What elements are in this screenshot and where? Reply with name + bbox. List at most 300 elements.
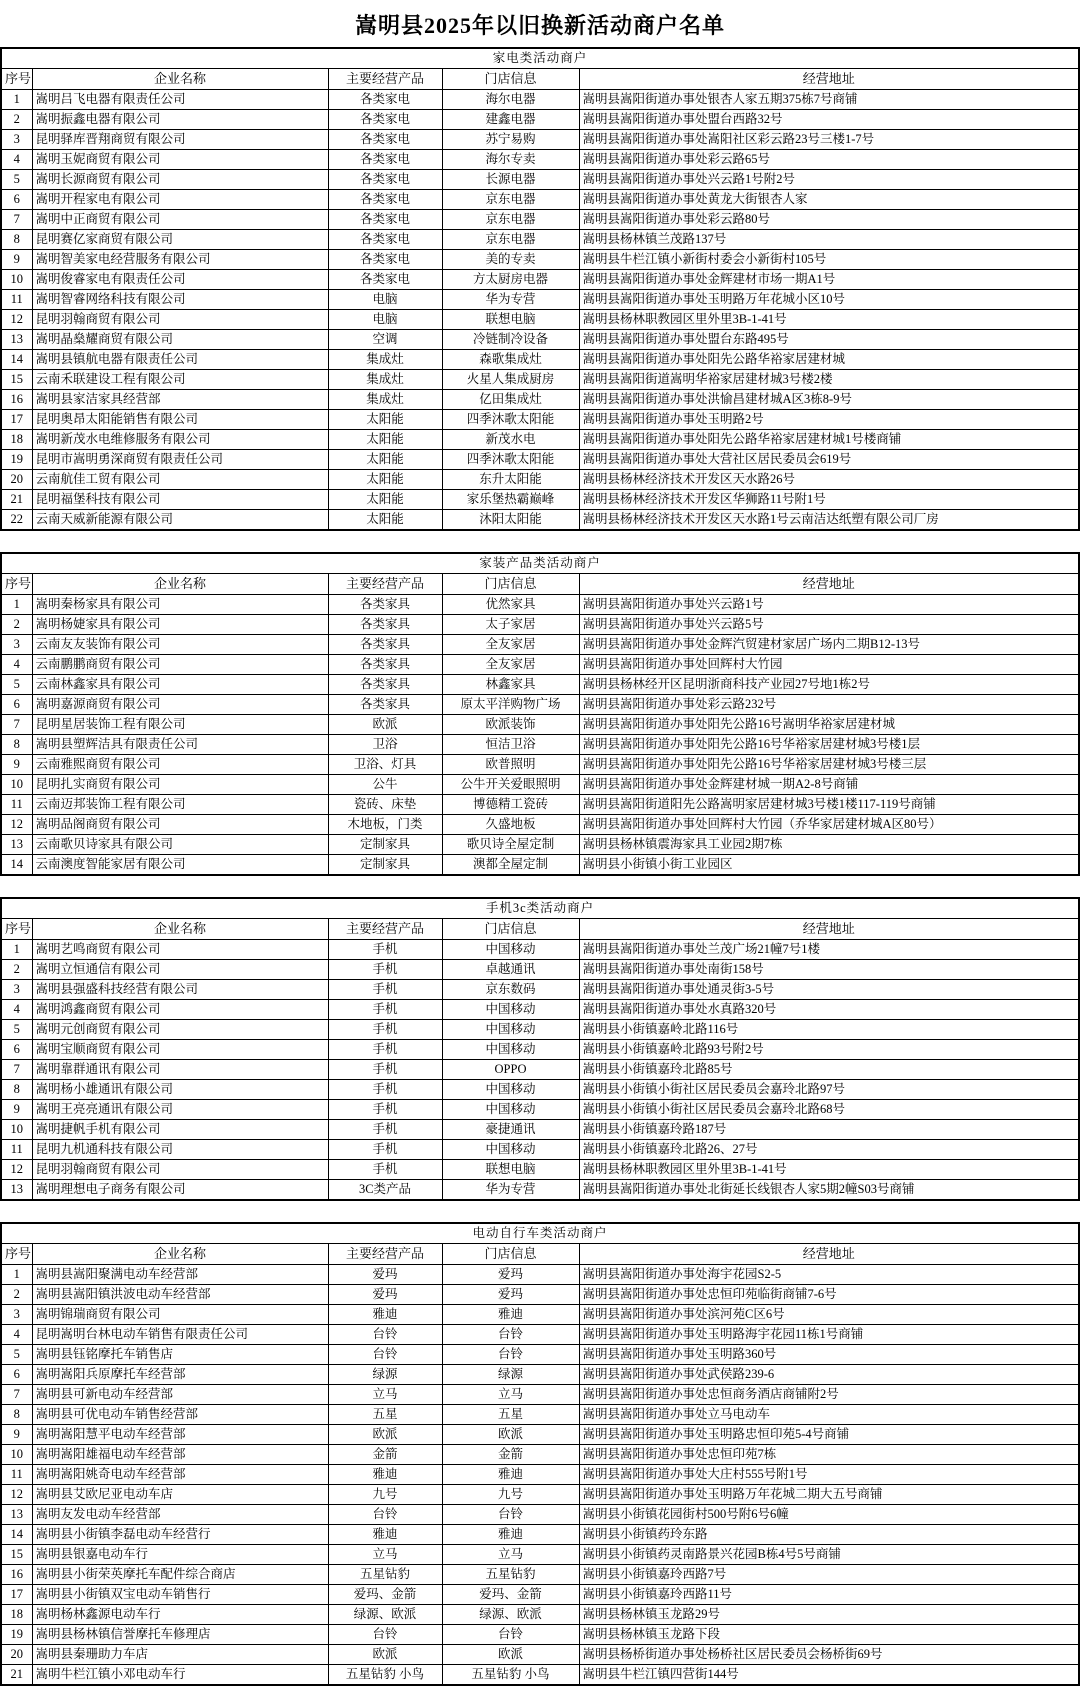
cell-index: 7	[1, 715, 32, 735]
cell-address: 嵩明县嵩阳街道办事处回辉村大竹园（乔华家居建材城A区80号）	[579, 815, 1079, 835]
cell-index: 18	[1, 430, 32, 450]
cell-company-name: 嵩明县镇航电器有限责任公司	[32, 350, 328, 370]
table-row	[1, 190, 1079, 210]
cell-store-info: 联想电脑	[442, 310, 579, 330]
cell-address: 嵩明县嵩阳街道办事处银杏人家五期375栋7号商铺	[579, 90, 1079, 110]
cell-company-name: 嵩明杨林鑫源电动车行	[32, 1605, 328, 1625]
cell-store-info: 卓越通讯	[442, 960, 579, 980]
section-title: 手机3c类活动商户	[1, 898, 1079, 919]
cell-company-name: 云南迈邦装饰工程有限公司	[32, 795, 328, 815]
cell-index: 20	[1, 470, 32, 490]
cell-company-name: 嵩明靠群通讯有限公司	[32, 1060, 328, 1080]
cell-main-products: 欧派	[328, 1425, 442, 1445]
cell-index: 11	[1, 1140, 32, 1160]
cell-main-products: 台铃	[328, 1505, 442, 1525]
cell-address: 嵩明县嵩阳街道办事处玉明路忠恒印苑5-4号商铺	[579, 1425, 1079, 1445]
cell-store-info: 台铃	[442, 1325, 579, 1345]
table-row	[1, 1140, 1079, 1160]
cell-index: 13	[1, 835, 32, 855]
cell-main-products: 太阳能	[328, 470, 442, 490]
table-row	[1, 1385, 1079, 1405]
cell-index: 5	[1, 1345, 32, 1365]
cell-main-products: 爱玛	[328, 1265, 442, 1285]
cell-company-name: 嵩明牛栏江镇小邓电动车行	[32, 1665, 328, 1686]
cell-store-info: 雅迪	[442, 1305, 579, 1325]
cell-address: 嵩明县小街镇小街工业园区	[579, 855, 1079, 876]
cell-company-name: 昆明赛亿家商贸有限公司	[32, 230, 328, 250]
section-title: 家电类活动商户	[1, 48, 1079, 69]
cell-index: 1	[1, 595, 32, 615]
cell-main-products: 九号	[328, 1485, 442, 1505]
cell-store-info: 台铃	[442, 1625, 579, 1645]
cell-company-name: 昆明星居装饰工程有限公司	[32, 715, 328, 735]
cell-index: 9	[1, 1100, 32, 1120]
cell-store-info: 全友家居	[442, 635, 579, 655]
cell-store-info: 欧派装饰	[442, 715, 579, 735]
cell-main-products: 太阳能	[328, 490, 442, 510]
cell-index: 10	[1, 1445, 32, 1465]
cell-store-info: 全友家居	[442, 655, 579, 675]
table-row	[1, 1180, 1079, 1201]
cell-company-name: 昆明市嵩明勇深商贸有限责任公司	[32, 450, 328, 470]
cell-store-info: 金箭	[442, 1445, 579, 1465]
merchant-table-section-3	[0, 897, 1080, 1201]
cell-company-name: 昆明羽翰商贸有限公司	[32, 310, 328, 330]
cell-store-info: 京东电器	[442, 230, 579, 250]
cell-main-products: 各类家具	[328, 595, 442, 615]
cell-company-name: 嵩明县强盛科技经营有限公司	[32, 980, 328, 1000]
section-title: 电动自行车类活动商户	[1, 1223, 1079, 1244]
cell-company-name: 嵩明玉妮商贸有限公司	[32, 150, 328, 170]
cell-store-info: 方太厨房电器	[442, 270, 579, 290]
cell-company-name: 嵩明王亮亮通讯有限公司	[32, 1100, 328, 1120]
cell-store-info: 中国移动	[442, 1140, 579, 1160]
cell-main-products: 集成灶	[328, 350, 442, 370]
cell-index: 1	[1, 1265, 32, 1285]
cell-main-products: 雅迪	[328, 1305, 442, 1325]
cell-store-info: 林鑫家具	[442, 675, 579, 695]
cell-index: 4	[1, 655, 32, 675]
cell-main-products: 定制家具	[328, 835, 442, 855]
table-row	[1, 1485, 1079, 1505]
cell-address: 嵩明县嵩阳街道办事处兰茂广场21幢7号1楼	[579, 940, 1079, 960]
cell-company-name: 昆明九机通科技有限公司	[32, 1140, 328, 1160]
cell-address: 嵩明县嵩阳街道办事处玉明路2号	[579, 410, 1079, 430]
cell-company-name: 嵩明鸿鑫商贸有限公司	[32, 1000, 328, 1020]
cell-main-products: 手机	[328, 960, 442, 980]
cell-address: 嵩明县嵩阳街道办事处盟台西路32号	[579, 110, 1079, 130]
cell-main-products: 空调	[328, 330, 442, 350]
cell-main-products: 手机	[328, 940, 442, 960]
cell-store-info: 海尔专卖	[442, 150, 579, 170]
cell-main-products: 瓷砖、床垫	[328, 795, 442, 815]
cell-index: 12	[1, 310, 32, 330]
cell-store-info: 中国移动	[442, 940, 579, 960]
cell-company-name: 云南雅熙商贸有限公司	[32, 755, 328, 775]
cell-store-info: 久盛地板	[442, 815, 579, 835]
cell-address: 嵩明县嵩阳街道办事处盟台东路495号	[579, 330, 1079, 350]
column-header: 序号	[1, 574, 32, 595]
cell-address: 嵩明县嵩阳街道办事处阳先公路华裕家居建材城	[579, 350, 1079, 370]
cell-store-info: 绿源	[442, 1365, 579, 1385]
cell-store-info: 雅迪	[442, 1465, 579, 1485]
cell-address: 嵩明县杨林经济技术开发区华狮路11号附1号	[579, 490, 1079, 510]
cell-store-info: 火星人集成厨房	[442, 370, 579, 390]
cell-main-products: 各类家电	[328, 150, 442, 170]
table-row	[1, 595, 1079, 615]
cell-address: 嵩明县杨林职教园区里外里3B-1-41号	[579, 310, 1079, 330]
cell-address: 嵩明县嵩阳街道办事处立马电动车	[579, 1405, 1079, 1425]
cell-address: 嵩明县嵩阳街道办事处彩云路232号	[579, 695, 1079, 715]
cell-company-name: 嵩明嘉源商贸有限公司	[32, 695, 328, 715]
table-row	[1, 1505, 1079, 1525]
cell-index: 9	[1, 755, 32, 775]
cell-company-name: 昆明福堡科技有限公司	[32, 490, 328, 510]
cell-company-name: 嵩明友发电动车经营部	[32, 1505, 328, 1525]
cell-index: 10	[1, 270, 32, 290]
cell-index: 3	[1, 635, 32, 655]
table-row	[1, 1000, 1079, 1020]
cell-index: 10	[1, 1120, 32, 1140]
cell-company-name: 嵩明锦瑞商贸有限公司	[32, 1305, 328, 1325]
cell-store-info: 冷链制冷设备	[442, 330, 579, 350]
cell-store-info: 欧普照明	[442, 755, 579, 775]
cell-store-info: 欧派	[442, 1425, 579, 1445]
cell-company-name: 嵩明捷帆手机有限公司	[32, 1120, 328, 1140]
cell-store-info: 豪捷通讯	[442, 1120, 579, 1140]
cell-company-name: 嵩明杨婕家具有限公司	[32, 615, 328, 635]
cell-main-products: 手机	[328, 1080, 442, 1100]
cell-index: 13	[1, 1180, 32, 1201]
table-row	[1, 450, 1079, 470]
cell-main-products: 定制家具	[328, 855, 442, 876]
cell-address: 嵩明县嵩阳街道办事处大庄村555号附1号	[579, 1465, 1079, 1485]
cell-company-name: 嵩明杨小雄通讯有限公司	[32, 1080, 328, 1100]
cell-company-name: 嵩明立恒通信有限公司	[32, 960, 328, 980]
cell-main-products: 卫浴	[328, 735, 442, 755]
cell-company-name: 嵩明晶燊耀商贸有限公司	[32, 330, 328, 350]
cell-store-info: 台铃	[442, 1345, 579, 1365]
cell-company-name: 嵩明县家洁家具经营部	[32, 390, 328, 410]
section-title-row	[1, 1223, 1079, 1244]
cell-store-info: 长源电器	[442, 170, 579, 190]
cell-address: 嵩明县杨桥街道办事处杨桥社区居民委员会杨桥街69号	[579, 1645, 1079, 1665]
cell-address: 嵩明县嵩阳街道办事处彩云路65号	[579, 150, 1079, 170]
cell-main-products: 手机	[328, 1040, 442, 1060]
cell-address: 嵩明县嵩阳街道阳先公路嵩明家居建材城3号楼1楼117-119号商铺	[579, 795, 1079, 815]
cell-address: 嵩明县小街镇药玲东路	[579, 1525, 1079, 1545]
cell-address: 嵩明县嵩阳街道办事处阳先公路华裕家居建材城1号楼商铺	[579, 430, 1079, 450]
cell-company-name: 云南鹏鹏商贸有限公司	[32, 655, 328, 675]
cell-company-name: 嵩明县可优电动车销售经营部	[32, 1405, 328, 1425]
cell-address: 嵩明县嵩阳街道办事处兴云路1号	[579, 595, 1079, 615]
cell-main-products: 手机	[328, 1140, 442, 1160]
cell-store-info: 爱玛	[442, 1285, 579, 1305]
cell-index: 17	[1, 1585, 32, 1605]
cell-store-info: 四季沐歌太阳能	[442, 450, 579, 470]
column-header: 门店信息	[442, 1244, 579, 1265]
table-row	[1, 130, 1079, 150]
cell-company-name: 嵩明嵩阳兵原摩托车经营部	[32, 1365, 328, 1385]
cell-address: 嵩明县嵩阳街道办事处阳先公路16号华裕家居建材城3号楼三层	[579, 755, 1079, 775]
column-header-row	[1, 574, 1079, 595]
cell-store-info: 博德精工瓷砖	[442, 795, 579, 815]
cell-index: 6	[1, 1040, 32, 1060]
cell-company-name: 嵩明县塑辉洁具有限责任公司	[32, 735, 328, 755]
cell-address: 嵩明县嵩阳街道办事处水真路320号	[579, 1000, 1079, 1020]
cell-address: 嵩明县小街镇嘉玲西路7号	[579, 1565, 1079, 1585]
cell-company-name: 嵩明宝顺商贸有限公司	[32, 1040, 328, 1060]
cell-store-info: 森歌集成灶	[442, 350, 579, 370]
table-row	[1, 655, 1079, 675]
cell-company-name: 云南澳度智能家居有限公司	[32, 855, 328, 876]
cell-address: 嵩明县嵩阳街道办事处忠恒印苑临街商铺7-6号	[579, 1285, 1079, 1305]
column-header: 主要经营产品	[328, 574, 442, 595]
cell-index: 17	[1, 410, 32, 430]
merchant-table-section-4	[0, 1222, 1080, 1686]
cell-store-info: 爱玛、金箭	[442, 1585, 579, 1605]
section-title-row	[1, 48, 1079, 69]
table-row	[1, 1465, 1079, 1485]
table-row	[1, 270, 1079, 290]
cell-store-info: 立马	[442, 1545, 579, 1565]
cell-store-info: 中国移动	[442, 1100, 579, 1120]
table-row	[1, 310, 1079, 330]
table-row	[1, 715, 1079, 735]
cell-company-name: 嵩明智睿网络科技有限公司	[32, 290, 328, 310]
cell-address: 嵩明县嵩阳街道办事处洪愉昌建材城A区3栋8-9号	[579, 390, 1079, 410]
cell-company-name: 嵩明县小街镇李磊电动车经营行	[32, 1525, 328, 1545]
table-row	[1, 1665, 1079, 1686]
cell-store-info: 澳都全屋定制	[442, 855, 579, 876]
cell-index: 5	[1, 675, 32, 695]
cell-company-name: 嵩明开程家电有限公司	[32, 190, 328, 210]
cell-main-products: 木地板，门类	[328, 815, 442, 835]
cell-company-name: 嵩明吕飞电器有限责任公司	[32, 90, 328, 110]
cell-company-name: 嵩明嵩阳雄福电动车经营部	[32, 1445, 328, 1465]
cell-company-name: 嵩明艺鸣商贸有限公司	[32, 940, 328, 960]
table-row	[1, 1605, 1079, 1625]
cell-address: 嵩明县嵩阳街道办事处大营社区居民委员会619号	[579, 450, 1079, 470]
cell-index: 14	[1, 855, 32, 876]
cell-company-name: 嵩明长源商贸有限公司	[32, 170, 328, 190]
table-row	[1, 290, 1079, 310]
cell-address: 嵩明县杨林经开区昆明浙商科技产业园27号地1栋2号	[579, 675, 1079, 695]
cell-main-products: 各类家具	[328, 695, 442, 715]
cell-company-name: 嵩明嵩阳慧平电动车经营部	[32, 1425, 328, 1445]
cell-index: 5	[1, 1020, 32, 1040]
cell-address: 嵩明县嵩阳街道办事处玉明路360号	[579, 1345, 1079, 1365]
cell-index: 1	[1, 90, 32, 110]
table-row	[1, 675, 1079, 695]
table-row	[1, 1425, 1079, 1445]
cell-address: 嵩明县嵩阳街道办事处玉明路海宇花园11栋1号商铺	[579, 1325, 1079, 1345]
cell-store-info: 京东电器	[442, 210, 579, 230]
cell-address: 嵩明县嵩阳街道办事处黄龙大街银杏人家	[579, 190, 1079, 210]
cell-store-info: 中国移动	[442, 1040, 579, 1060]
cell-index: 7	[1, 210, 32, 230]
table-row	[1, 1100, 1079, 1120]
table-row	[1, 1445, 1079, 1465]
cell-main-products: 爱玛、金箭	[328, 1585, 442, 1605]
cell-company-name: 嵩明振鑫电器有限公司	[32, 110, 328, 130]
cell-index: 18	[1, 1605, 32, 1625]
column-header: 企业名称	[32, 1244, 328, 1265]
cell-main-products: 绿源、欧派	[328, 1605, 442, 1625]
column-header: 主要经营产品	[328, 69, 442, 90]
cell-main-products: 手机	[328, 1160, 442, 1180]
cell-index: 8	[1, 230, 32, 250]
cell-main-products: 各类家具	[328, 675, 442, 695]
cell-index: 15	[1, 1545, 32, 1565]
column-header: 序号	[1, 919, 32, 940]
cell-index: 14	[1, 1525, 32, 1545]
cell-store-info: 优然家具	[442, 595, 579, 615]
cell-main-products: 台铃	[328, 1625, 442, 1645]
cell-index: 10	[1, 775, 32, 795]
cell-company-name: 云南歌贝诗家具有限公司	[32, 835, 328, 855]
cell-company-name: 嵩明县钰铭摩托车销售店	[32, 1345, 328, 1365]
cell-index: 3	[1, 980, 32, 1000]
cell-store-info: 家乐堡热霸巅峰	[442, 490, 579, 510]
cell-index: 1	[1, 940, 32, 960]
cell-index: 11	[1, 795, 32, 815]
cell-main-products: 卫浴、灯具	[328, 755, 442, 775]
table-row	[1, 1545, 1079, 1565]
cell-address: 嵩明县小街镇嘉岭北路93号附2号	[579, 1040, 1079, 1060]
cell-index: 6	[1, 695, 32, 715]
cell-index: 12	[1, 815, 32, 835]
column-header: 经营地址	[579, 919, 1079, 940]
cell-index: 11	[1, 1465, 32, 1485]
cell-company-name: 嵩明中正商贸有限公司	[32, 210, 328, 230]
cell-store-info: 中国移动	[442, 1000, 579, 1020]
table-row	[1, 795, 1079, 815]
cell-index: 15	[1, 370, 32, 390]
cell-address: 嵩明县嵩阳街道办事处海宇花园S2-5	[579, 1265, 1079, 1285]
cell-store-info: 四季沐歌太阳能	[442, 410, 579, 430]
cell-index: 9	[1, 250, 32, 270]
table-row	[1, 735, 1079, 755]
cell-main-products: 太阳能	[328, 430, 442, 450]
cell-address: 嵩明县小街镇药灵南路景兴花园B栋4号5号商铺	[579, 1545, 1079, 1565]
merchant-table-section-2	[0, 552, 1080, 876]
cell-main-products: 各类家具	[328, 655, 442, 675]
column-header-row	[1, 1244, 1079, 1265]
cell-main-products: 公牛	[328, 775, 442, 795]
cell-index: 8	[1, 1080, 32, 1100]
table-row	[1, 1305, 1079, 1325]
cell-address: 嵩明县嵩阳街道办事处金辉汽贸建材家居广场内二期B12-13号	[579, 635, 1079, 655]
column-header: 序号	[1, 1244, 32, 1265]
section-title-row	[1, 898, 1079, 919]
table-row	[1, 1645, 1079, 1665]
cell-company-name: 昆明嵩明台林电动车销售有限责任公司	[32, 1325, 328, 1345]
cell-address: 嵩明县小街镇小街社区居民委员会嘉玲北路97号	[579, 1080, 1079, 1100]
cell-address: 嵩明县嵩阳街道办事处南街158号	[579, 960, 1079, 980]
cell-address: 嵩明县小街镇嘉玲路187号	[579, 1120, 1079, 1140]
table-row	[1, 1625, 1079, 1645]
cell-store-info: 原太平洋购物广场	[442, 695, 579, 715]
cell-main-products: 手机	[328, 980, 442, 1000]
cell-store-info: 海尔电器	[442, 90, 579, 110]
cell-index: 16	[1, 390, 32, 410]
cell-main-products: 各类家电	[328, 90, 442, 110]
cell-store-info: 东升太阳能	[442, 470, 579, 490]
column-header: 经营地址	[579, 1244, 1079, 1265]
cell-company-name: 昆明扎实商贸有限公司	[32, 775, 328, 795]
table-row	[1, 350, 1079, 370]
table-row	[1, 470, 1079, 490]
table-row	[1, 980, 1079, 1000]
cell-index: 6	[1, 1365, 32, 1385]
cell-store-info: 公牛开关爱眼照明	[442, 775, 579, 795]
merchant-table-section-1	[0, 47, 1080, 531]
cell-company-name: 嵩明县小街荣英摩托车配件综合商店	[32, 1565, 328, 1585]
cell-store-info: 五星	[442, 1405, 579, 1425]
cell-company-name: 云南林鑫家具有限公司	[32, 675, 328, 695]
cell-address: 嵩明县嵩阳街道办事处武侯路239-6	[579, 1365, 1079, 1385]
cell-store-info: 欧派	[442, 1645, 579, 1665]
table-row	[1, 110, 1079, 130]
cell-index: 12	[1, 1485, 32, 1505]
cell-store-info: 沐阳太阳能	[442, 510, 579, 531]
column-header: 门店信息	[442, 919, 579, 940]
table-row	[1, 755, 1079, 775]
cell-main-products: 手机	[328, 1100, 442, 1120]
table-row	[1, 170, 1079, 190]
cell-store-info: 五星钻豹	[442, 1565, 579, 1585]
cell-main-products: 雅迪	[328, 1525, 442, 1545]
cell-address: 嵩明县嵩阳街道办事处兴云路5号	[579, 615, 1079, 635]
cell-store-info: 联想电脑	[442, 1160, 579, 1180]
table-row	[1, 635, 1079, 655]
cell-store-info: 台铃	[442, 1505, 579, 1525]
cell-address: 嵩明县嵩阳街道办事处玉明路万年花城小区10号	[579, 290, 1079, 310]
table-row	[1, 490, 1079, 510]
table-row	[1, 1265, 1079, 1285]
table-row	[1, 150, 1079, 170]
cell-address: 嵩明县嵩阳街道办事处嵩阳社区彩云路23号三楼1-7号	[579, 130, 1079, 150]
cell-company-name: 嵩明理想电子商务有限公司	[32, 1180, 328, 1201]
cell-index: 3	[1, 1305, 32, 1325]
table-row	[1, 695, 1079, 715]
table-row	[1, 390, 1079, 410]
cell-index: 11	[1, 290, 32, 310]
page-title: 嵩明县2025年以旧换新活动商户名单	[354, 13, 725, 38]
cell-address: 嵩明县嵩阳街道办事处阳先公路16号华裕家居建材城3号楼1层	[579, 735, 1079, 755]
cell-main-products: 电脑	[328, 310, 442, 330]
column-header: 门店信息	[442, 574, 579, 595]
cell-company-name: 昆明奥昂太阳能销售有限公司	[32, 410, 328, 430]
cell-store-info: 中国移动	[442, 1080, 579, 1100]
cell-store-info: 爱玛	[442, 1265, 579, 1285]
table-row	[1, 940, 1079, 960]
cell-index: 14	[1, 350, 32, 370]
cell-index: 21	[1, 1665, 32, 1686]
cell-main-products: 手机	[328, 1060, 442, 1080]
cell-index: 2	[1, 615, 32, 635]
cell-store-info: OPPO	[442, 1060, 579, 1080]
cell-main-products: 立马	[328, 1385, 442, 1405]
column-header: 企业名称	[32, 919, 328, 940]
table-row	[1, 1060, 1079, 1080]
cell-main-products: 各类家电	[328, 170, 442, 190]
cell-store-info: 建鑫电器	[442, 110, 579, 130]
cell-index: 6	[1, 190, 32, 210]
cell-address: 嵩明县牛栏江镇小新街村委会小新街村105号	[579, 250, 1079, 270]
cell-main-products: 电脑	[328, 290, 442, 310]
